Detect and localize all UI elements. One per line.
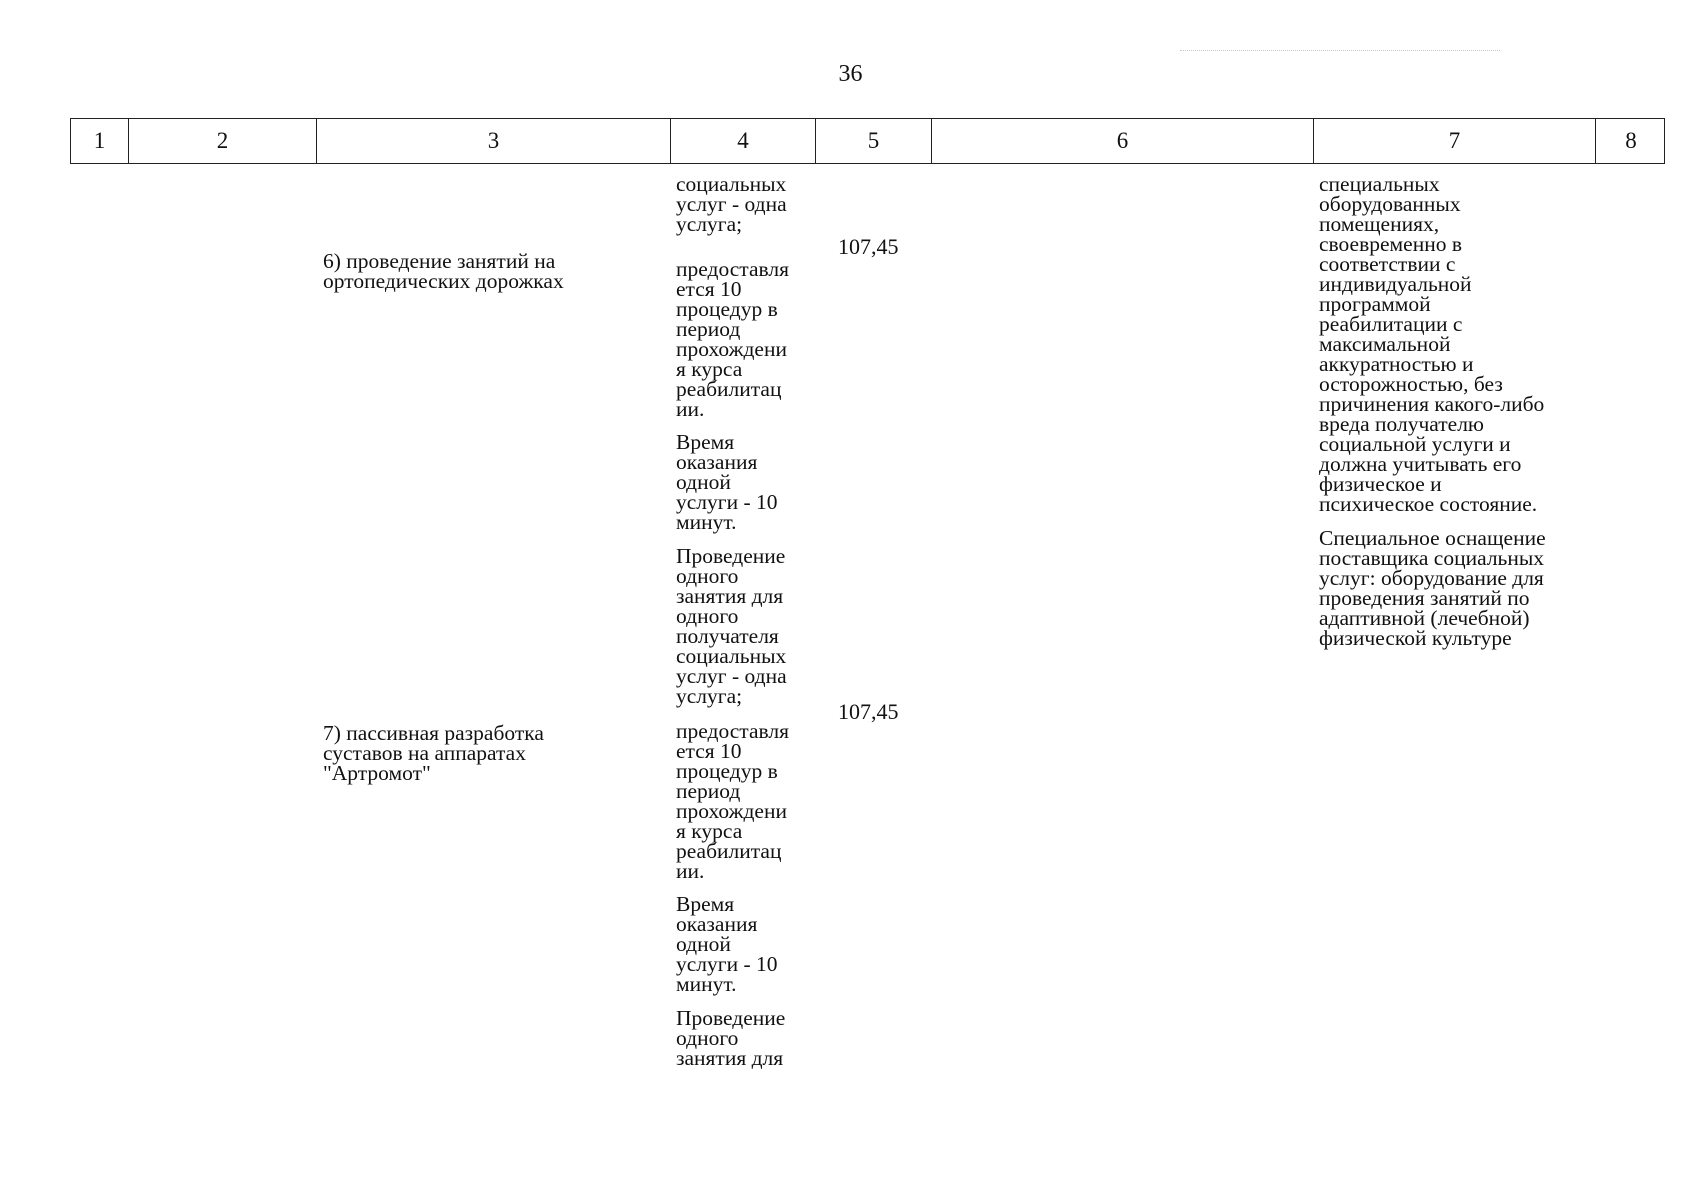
table-header-row — [70, 118, 1665, 164]
volume-text-block: социальных услуг - одна услуга; — [676, 172, 787, 236]
header-col-7: 7 — [1314, 119, 1596, 163]
quality-text-block: специальных оборудованных помещениях, своевременно в соответствии с индивидуальной программой реабилитации с максимальной аккуратностью и осторожностью, без причинения какого-либо вреда получателю социальной услуги и должна учитывать его физическое и психическое состояние. — [1319, 172, 1545, 516]
page-number: 36 — [838, 61, 863, 87]
header-col-3: 3 — [317, 119, 671, 163]
service-name-6: 6) проведение занятий на ортопедических дорожках — [323, 249, 564, 293]
volume-text-block: Время оказания одной услуги - 10 минут. — [676, 892, 778, 996]
header-col-2: 2 — [129, 119, 317, 163]
quality-text-block: Специальное оснащение поставщика социальных услуг: оборудование для проведения занятий по адаптивной (лечебной) физической культуре — [1319, 526, 1546, 650]
volume-text-block: Проведение одного занятия для одного получателя социальных услуг - одна услуга; — [676, 544, 787, 708]
volume-text-block: Проведение одного занятия для — [676, 1006, 786, 1070]
scan-artifact-line — [1180, 50, 1500, 51]
volume-text-block: предоставля ется 10 процедур в период прохождени я курса реабилитац ии. — [676, 719, 789, 883]
volume-text-block: Время оказания одной услуги - 10 минут. — [676, 430, 778, 534]
service-name-7: 7) пассивная разработка суставов на аппаратах "Артромот" — [323, 721, 544, 785]
tariff-value-6: 107,45 — [838, 234, 899, 259]
volume-text-block: предоставля ется 10 процедур в период прохождени я курса реабилитац ии. — [676, 257, 789, 421]
header-col-1: 1 — [71, 119, 129, 163]
tariff-value-7: 107,45 — [838, 699, 899, 724]
header-col-6: 6 — [932, 119, 1314, 163]
header-col-4: 4 — [671, 119, 816, 163]
header-col-5: 5 — [816, 119, 932, 163]
header-col-8: 8 — [1625, 128, 1637, 153]
